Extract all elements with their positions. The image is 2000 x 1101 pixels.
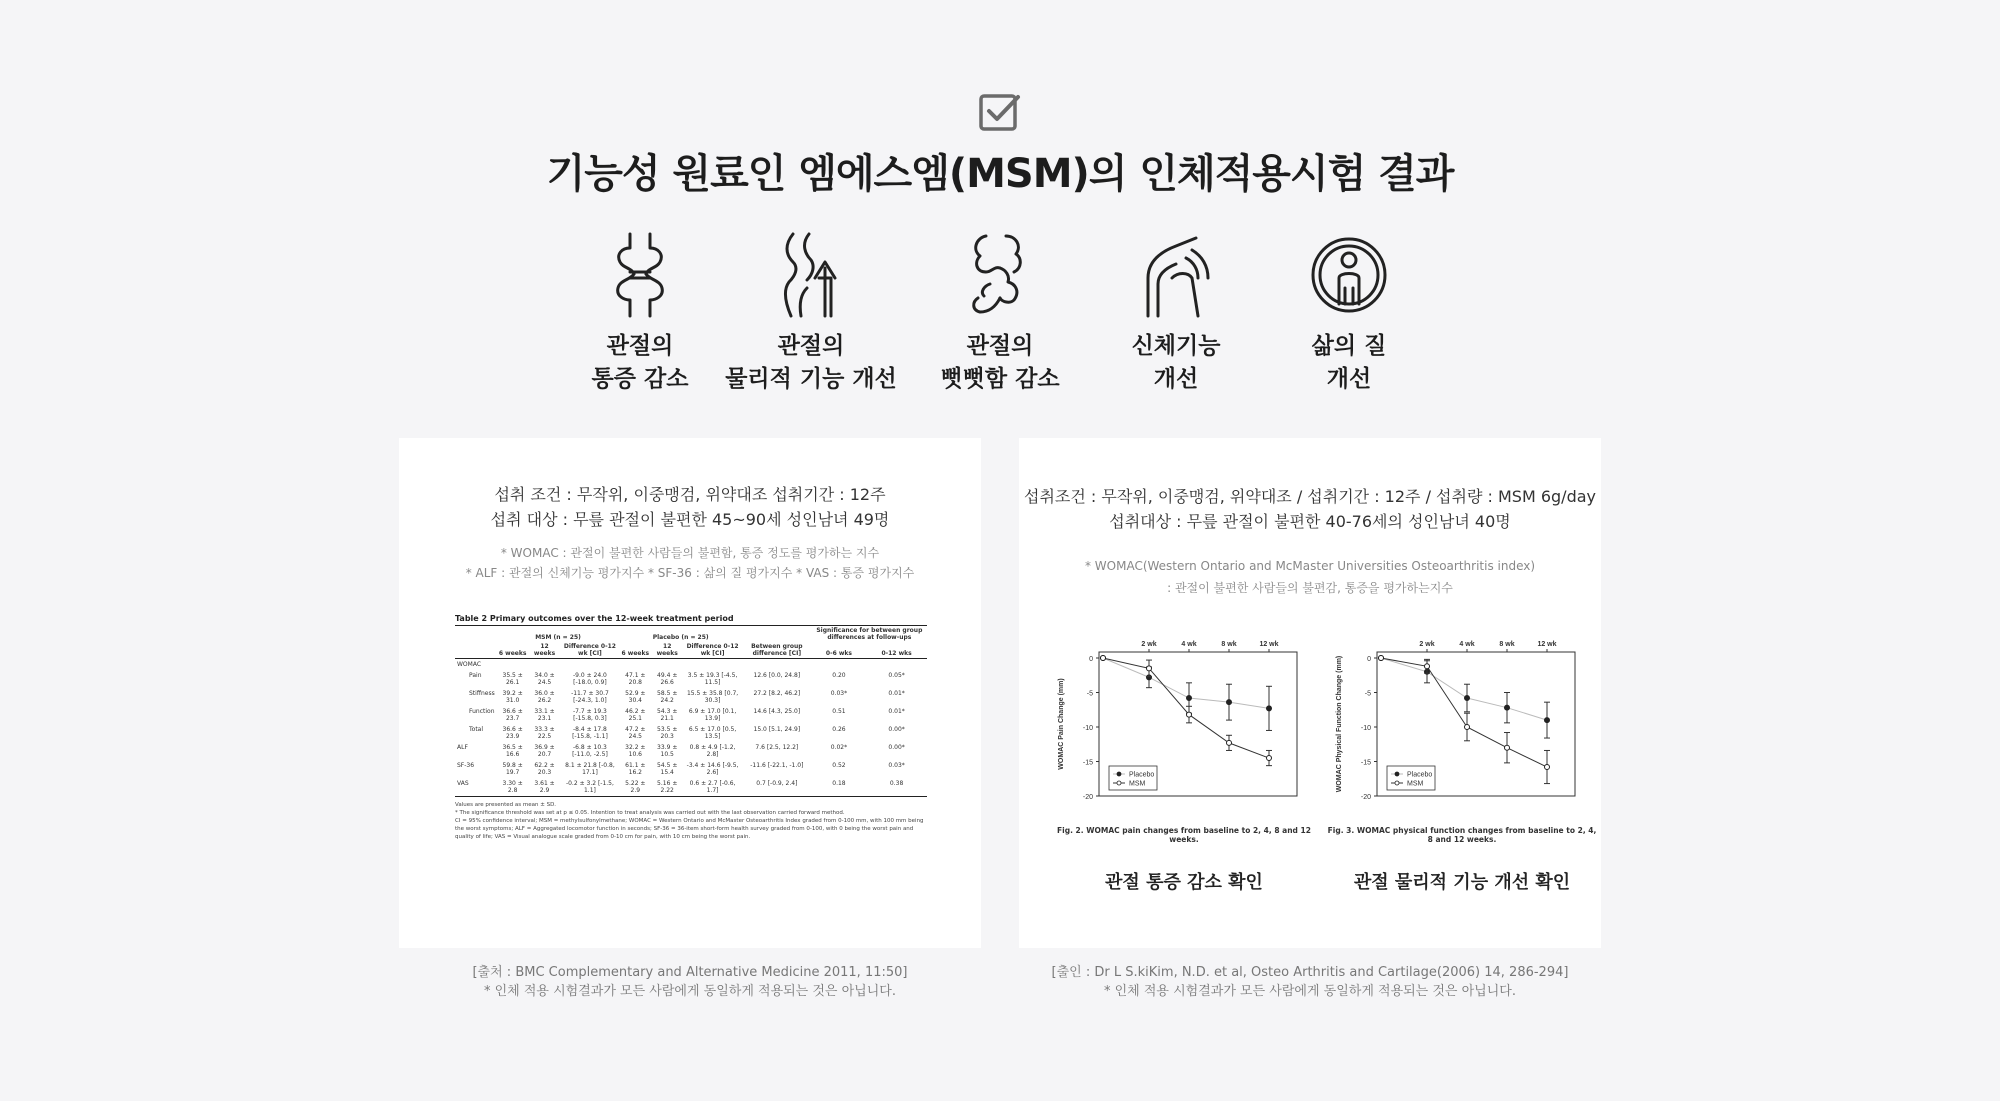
table-cell: 53.5 ± 20.3 <box>657 726 678 740</box>
benefit-label: 관절의 물리적 기능 개선 <box>725 333 897 392</box>
function-change-chart <box>1327 628 1597 818</box>
legend-marker <box>1117 781 1121 785</box>
chart-summary-function: 관절 물리적 기능 개선 확인 <box>1353 872 1571 893</box>
table-cell: 0.7 [-0.9, 2.4] <box>742 778 812 797</box>
condition-line: 섭취조건 : 무작위, 이중맹검, 위약대조 / 섭취기간 : 12주 / 섭취량 : MSM 6g/day <box>1023 487 1596 506</box>
y-tick-label: 0 <box>1089 656 1093 663</box>
row-label: SF-36 <box>457 762 475 769</box>
table-cell: 59.8 ± 19.7 <box>502 762 523 776</box>
data-point <box>1147 666 1152 671</box>
y-tick-label: -15 <box>1082 759 1093 767</box>
column-header: Difference 0-12 wk [CI] <box>561 642 620 659</box>
knee-icon <box>1136 232 1216 318</box>
table-row <box>455 724 927 742</box>
legend-label: MSM <box>1407 780 1424 788</box>
table-footnotes: Values are presented as mean ± SD. * The significance threshold was set at p ≤ 0.05. Intention to treat analysis was carried out with the last observation carried forward method. CI = 95% confidence interval; MSM = methylsulfonylmethane; WOMAC = Western Ontario and McMaster Osteoarthritis Index graded from 0-100 mm, with 100 mm being the worst symptoms; ALF = Aggregated locomotor function in seconds; SF-36 = 36-item short-form health survey graded from 0-100, with 0 being the worst pain and quality of life; VAS = Visual analogue scale graded from 0-10 cm for pain, with 10 cm being the worst pain. <box>455 802 924 840</box>
table-cell: 61.1 ± 16.2 <box>625 762 646 776</box>
y-tick-label: -5 <box>1364 690 1371 698</box>
person-circle-icon <box>1309 232 1389 318</box>
study-panel-right <box>1019 438 1601 948</box>
table-row <box>455 742 927 760</box>
table-cell: 39.2 ± 31.0 <box>502 690 523 704</box>
table-cell: 33.1 ± 23.1 <box>534 708 555 722</box>
x-tick-label: 12 wk <box>1537 641 1557 648</box>
row-label: Pain <box>469 672 482 679</box>
table-cell: 3.30 ± 2.8 <box>497 778 529 797</box>
table-cell: 27.2 [8.2, 46.2] <box>753 690 801 697</box>
data-point <box>1227 700 1232 705</box>
table-cell: 14.6 [4.3, 25.0] <box>753 708 801 715</box>
table-title: Table 2 Primary outcomes over the 12-week treatment period <box>455 614 734 623</box>
joint-icon <box>600 232 680 318</box>
table-cell: 5.22 ± 2.9 <box>619 778 651 797</box>
benefit-pain <box>540 232 740 396</box>
row-label: Stiffness <box>469 690 495 697</box>
x-tick-label: 8 wk <box>1221 641 1237 648</box>
table-cell: 7.6 [2.5, 12.2] <box>755 744 799 751</box>
table-cell: 15.5 ± 35.8 [0.7, 30.3] <box>686 690 739 704</box>
table-cell: 36.6 ± 23.7 <box>502 708 523 722</box>
y-tick-label: -15 <box>1360 759 1371 767</box>
table-row <box>455 688 927 706</box>
table-cell: 52.9 ± 30.4 <box>625 690 646 704</box>
series-line <box>1103 658 1269 758</box>
condition-line: 섭취대상 : 무릎 관절이 불편한 40-76세의 성인남녀 40명 <box>1109 512 1511 531</box>
note-line: * WOMAC(Western Ontario and McMaster Universities Osteoarthritis index) <box>1084 559 1536 573</box>
table-cell: 58.5 ± 24.2 <box>657 690 678 704</box>
table-cell: 0.02* <box>830 744 848 751</box>
pain-change-chart <box>1049 628 1319 818</box>
benefit-label: 관절의 뻣뻣함 감소 <box>940 333 1060 392</box>
data-point <box>1267 706 1272 711</box>
table-cell: 0.8 ± 4.9 [-1.2, 2.8] <box>689 744 736 758</box>
column-group: MSM (n = 25) <box>497 626 620 643</box>
series-line <box>1381 658 1547 720</box>
x-tick-label: 4 wk <box>1459 641 1475 648</box>
table-cell: -11.6 [-22.1, -1.0] <box>750 762 804 769</box>
row-label: VAS <box>455 778 497 797</box>
condition-line: 섭취 대상 : 무릎 관절이 불편한 45~90세 성인남녀 49명 <box>490 510 890 529</box>
data-point <box>1187 712 1192 717</box>
table-cell: 3.5 ± 19.3 [-4.5, 11.5] <box>687 672 738 686</box>
data-point <box>1545 718 1550 723</box>
note-line: * WOMAC : 관절이 불편한 사람들의 불편함, 통증 정도를 평가하는 지수 <box>500 546 880 560</box>
x-tick-label: 8 wk <box>1499 641 1515 648</box>
condition-line: 섭취 조건 : 무작위, 이중맹검, 위약대조 섭취기간 : 12주 <box>494 485 886 504</box>
knee-arrow-icon <box>771 232 851 318</box>
table-cell: 36.5 ± 16.6 <box>502 744 523 758</box>
table-cell: 49.4 ± 26.6 <box>657 672 678 686</box>
table-cell: 36.9 ± 20.7 <box>534 744 555 758</box>
chart-caption: Fig. 2. WOMAC pain changes from baseline to 2, 4, 8 and 12 weeks. <box>1057 826 1311 844</box>
y-tick-label: -10 <box>1360 725 1371 732</box>
source-left: [출처 : BMC Complementary and Alternative Medicine 2011, 11:50] * 인체 적용 시험결과가 모든 사람에게 동일하게 적용되는 것은 아닙니다. <box>472 965 908 999</box>
table-row <box>455 760 927 778</box>
table-cell: 0.03* <box>888 762 905 769</box>
legend-label: Placebo <box>1129 771 1155 779</box>
table-cell: 35.5 ± 26.1 <box>502 672 523 686</box>
table-row <box>455 706 927 724</box>
data-point <box>1465 696 1470 701</box>
table-cell: 6.9 ± 17.0 [0.1, 13.9] <box>688 708 737 722</box>
benefit-label: 삶의 질 개선 <box>1311 333 1387 392</box>
table-cell: 5.16 ± 2.22 <box>651 778 683 797</box>
x-tick-label: 2 wk <box>1419 641 1435 648</box>
benefit-label: 관절의 통증 감소 <box>591 333 689 392</box>
table-cell: -7.7 ± 19.3 [-15.8, 0.3] <box>572 708 607 722</box>
legend-marker <box>1395 772 1399 776</box>
column-header: 0-12 wks <box>866 642 927 659</box>
x-tick-label: 4 wk <box>1181 641 1197 648</box>
data-point <box>1425 664 1430 669</box>
legend-label: Placebo <box>1407 771 1433 779</box>
table-cell: 15.0 [5.1, 24.9] <box>753 726 801 733</box>
table-cell: 6.5 ± 17.0 [0.5, 13.5] <box>688 726 737 740</box>
column-header: Difference 0-12 wk [CI] <box>683 642 742 659</box>
table-cell: 12.6 [0.0, 24.8] <box>753 672 801 679</box>
bone-icon <box>960 232 1040 318</box>
table-cell: 46.2 ± 25.1 <box>625 708 646 722</box>
table-cell: 0.38 <box>866 778 927 797</box>
legend-marker <box>1395 781 1399 785</box>
data-point <box>1379 656 1384 661</box>
column-header: 0-6 wks <box>812 642 866 659</box>
column-group: Significance for between group differences at follow-ups <box>812 626 927 643</box>
y-tick-label: -20 <box>1082 794 1093 801</box>
table-cell: 33.9 ± 10.5 <box>657 744 678 758</box>
legend-label: MSM <box>1129 780 1146 788</box>
x-tick-label: 12 wk <box>1259 641 1279 648</box>
table-cell: 36.6 ± 23.9 <box>502 726 523 740</box>
table-cell: -3.4 ± 14.6 [-9.5, 2.6] <box>686 762 739 776</box>
benefit-quality-of-life <box>1249 232 1449 396</box>
benefit-physical <box>711 232 911 396</box>
table-cell: 33.3 ± 22.5 <box>534 726 555 740</box>
data-point <box>1505 745 1510 750</box>
table-cell: 0.6 ± 2.7 [-0.6, 1.7] <box>683 778 742 797</box>
benefit-body-function <box>1076 232 1276 396</box>
data-point <box>1187 696 1192 701</box>
y-tick-label: -10 <box>1082 725 1093 732</box>
y-tick-label: -5 <box>1086 690 1093 698</box>
table-cell: 0.51 <box>832 708 846 715</box>
column-header: 12 weeks <box>529 642 561 659</box>
table-cell: 0.26 <box>832 726 846 733</box>
outcomes-table <box>455 614 927 841</box>
x-tick-label: 2 wk <box>1141 641 1157 648</box>
note-line: * ALF : 관절의 신체기능 평가지수 * SF-36 : 삶의 질 평가지수 * VAS : 통증 평가지수 <box>465 566 915 580</box>
legend-marker <box>1117 772 1121 776</box>
table-cell: 0.05* <box>888 672 905 679</box>
column-header: 12 weeks <box>651 642 683 659</box>
table-cell: -0.2 ± 3.2 [-1.5, 1.1] <box>561 778 620 797</box>
chart-caption: Fig. 3. WOMAC physical function changes from baseline to 2, 4, 8 and 12 weeks. <box>1327 826 1597 844</box>
table-cell: 34.0 ± 24.5 <box>534 672 555 686</box>
row-label: ALF <box>457 744 468 751</box>
table-cell: 0.01* <box>888 708 905 715</box>
table-cell: 0.20 <box>832 672 846 679</box>
checkbox-icon <box>978 92 1022 132</box>
source-right: [출인 : Dr L S.kiKim, N.D. et al, Osteo Arthritis and Cartilage(2006) 14, 286-294] * 인체 적용 시험결과가 모든 사람에게 동일하게 적용되는 것은 아닙니다. <box>1051 965 1569 999</box>
table-cell: 0.00* <box>888 744 905 751</box>
y-tick-label: 0 <box>1367 656 1371 663</box>
table-body <box>455 670 927 797</box>
table-cell: 0.18 <box>812 778 866 797</box>
table-cell: 54.3 ± 21.1 <box>657 708 678 722</box>
table-cell: 36.0 ± 26.2 <box>534 690 555 704</box>
column-header: Between group difference [CI] <box>742 642 812 659</box>
table-section: WOMAC <box>457 661 482 668</box>
data-point <box>1101 656 1106 661</box>
table-cell: 0.03* <box>830 690 848 697</box>
page-title: 기능성 원료인 엠에스엠(MSM)의 인체적용시험 결과 <box>546 151 1454 197</box>
row-label: Function <box>469 708 495 715</box>
benefit-label: 신체기능 개선 <box>1131 333 1221 392</box>
column-header: 6 weeks <box>619 642 651 659</box>
table-row <box>455 670 927 688</box>
y-tick-label: -20 <box>1360 794 1371 801</box>
y-axis-label: WOMAC Pain Change (mm) <box>1058 678 1065 770</box>
data-point <box>1267 756 1272 761</box>
data-point <box>1545 765 1550 770</box>
table-cell: 32.2 ± 10.6 <box>625 744 646 758</box>
study-panel-left <box>399 438 981 948</box>
table-cell: -11.7 ± 30.7 [-24.3, 1.0] <box>571 690 609 704</box>
table-cell: 0.00* <box>888 726 905 733</box>
y-axis-label: WOMAC Physical Function Change (mm) <box>1336 655 1343 793</box>
note-line: : 관절이 불편한 사람들의 불편감, 통증을 평가하는지수 <box>1167 581 1453 595</box>
table-row <box>455 778 927 797</box>
table-cell: 62.2 ± 20.3 <box>534 762 555 776</box>
table-cell: -9.0 ± 24.0 [-18.0, 0.9] <box>572 672 607 686</box>
table-cell: 54.5 ± 15.4 <box>657 762 678 776</box>
data-point <box>1465 725 1470 730</box>
table-cell: 0.01* <box>888 690 905 697</box>
column-header: 6 weeks <box>497 642 529 659</box>
table-cell: 3.61 ± 2.9 <box>529 778 561 797</box>
table-cell: 8.1 ± 21.8 [-0.8, 17.1] <box>565 762 615 776</box>
column-group: Placebo (n = 25) <box>619 626 742 643</box>
table-cell: 0.52 <box>832 762 846 769</box>
row-label: Total <box>469 726 484 733</box>
benefit-list <box>0 232 2000 402</box>
table-cell: 47.2 ± 24.5 <box>625 726 646 740</box>
chart-summary-pain: 관절 통증 감소 확인 <box>1105 872 1263 893</box>
results-table <box>455 625 927 797</box>
table-cell: -8.4 ± 17.8 [-15.8, -1.1] <box>572 726 608 740</box>
data-point <box>1505 705 1510 710</box>
table-cell: 47.1 ± 20.8 <box>625 672 646 686</box>
benefit-stiffness <box>900 232 1100 396</box>
table-cell: -6.8 ± 10.3 [-11.0, -2.5] <box>572 744 608 758</box>
data-point <box>1227 740 1232 745</box>
